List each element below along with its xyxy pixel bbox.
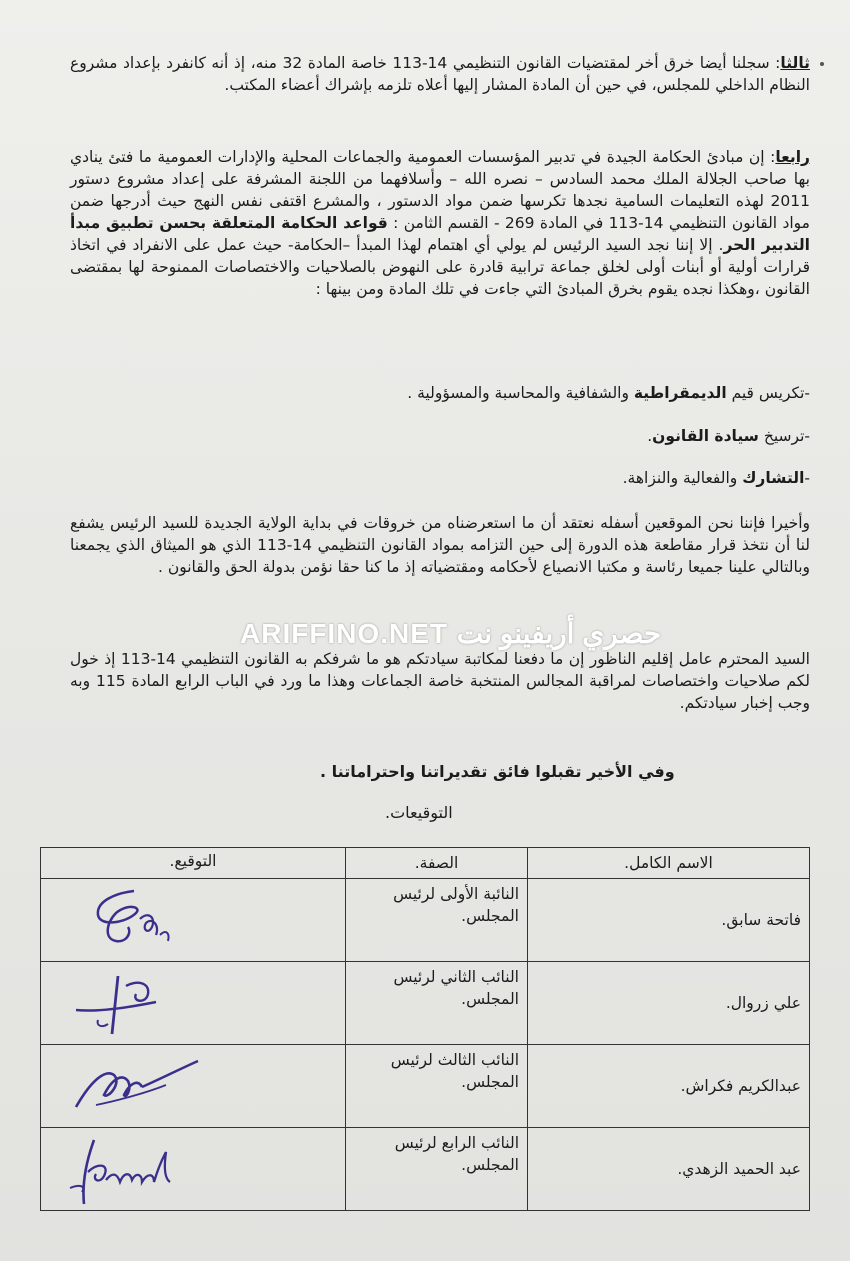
paragraph-rabiaan [70,146,810,300]
principle-prefix: -ترسيخ [758,427,810,445]
signatures-table [40,847,810,1211]
principle-bold: الديمقراطية [633,384,727,402]
principle-rest: . [647,427,653,445]
table-row [41,962,810,1045]
text-rabiaan-b: . إلا إننا نجد السيد الرئيس لم يولي أي اهتمام لهذا المبدأ –الحكامة- حيث عمل على الانفراد في اتخاذ قرارات أولية أو أبنات أولى لخلق جماعة ترابية قادرة على النهوض بالصلاحيات والاختصاصات الممنوحة لها بمقتضى القانون ،وهكذا نجده يقوم بخرق المبادئ التي جاءت في تلك المادة ومن بينها : [70,236,810,298]
text-governor: السيد المحترم عامل إقليم الناظور إن ما دفعنا لمكاتبة سيادتكم هو ما شرفكم به القانون التنظيمي 14-113 إذ خول لكم صلاحيات واختصاصات لمراقبة المجالس المنتخبة خاصة الجماعات وهذا ما ورد في الباب الرابع المادة 115 وبه وجب إخبار سيادتكم. [70,650,810,712]
member-name: علي زروال. [528,962,810,1045]
closing-line: وفي الأخير تقبلوا فائق تقديراتنا واحتراماتنا . [320,762,675,781]
table-row [41,1045,810,1128]
signature-cell [41,879,346,962]
principle-rest: والشفافية والمحاسبة والمسؤولية . [407,384,634,402]
principle-item [70,382,810,404]
principle-bold: التشارك [742,469,805,487]
principle-prefix: - [804,469,810,487]
member-role: النائبة الأولى لرئيس المجلس. [346,879,528,962]
text-rabiaan-a: : إن مبادئ الحكامة الجيدة في تدبير المؤسسات العمومية والجماعات المحلية والإدارات العمومية ما فتئ ينادي بها صاحب الجلالة الملك محمد السادس – نصره الله – وأسلافهما من اللجنة المشرفة على إعداد مشروع دستور 2011 لهذه التعليمات السامية نجدها تكرسها ضمن مواد الدستور ، والمشرع اقتفى نفس النهج حيث أدرجها ضمن مواد القانون التنظيمي 14-113 في المادة 269 - القسم الثامن : [70,148,810,232]
governance-rules-heading: قواعد الحكامة المتعلقة بحسن تطبيق مبدأ التدبير الحر [70,214,810,254]
handwritten-signature [56,1132,196,1212]
member-role: النائب الثالث لرئيس المجلس. [346,1045,528,1128]
member-name: عبدالكريم فكراش. [528,1045,810,1128]
label-rabiaan: رابعا [775,148,810,166]
member-name: عبد الحميد الزهدي. [528,1128,810,1211]
header-signature: التوقيع. [41,848,346,879]
table-row [41,1128,810,1211]
principle-rest: والفعالية والنزاهة. [622,469,743,487]
member-role: النائب الثاني لرئيس المجلس. [346,962,528,1045]
principle-item [70,425,810,447]
page-mark [820,62,824,66]
label-thalithan: ثالثا [780,54,810,72]
handwritten-signature [56,883,176,953]
signatures-title: التوقيعات. [385,803,453,822]
header-role: الصفة. [346,848,528,879]
paragraph-thalithan [70,52,810,96]
principle-prefix: -تكريس قيم [726,384,810,402]
signature-cell [41,962,346,1045]
table-row [41,879,810,962]
text-thalithan: : سجلنا أيضا خرق أخر لمقتضيات القانون التنظيمي 14-113 خاصة المادة 32 منه، إذ أنه كانفرد بإعداد مشروع النظام الداخلي للمجلس، في حين أن المادة المشار إليها أعلاه تلزمه بإشراك أعضاء المكتب. [70,54,810,94]
member-name: فاتحة سابق. [528,879,810,962]
handwritten-signature [56,1049,206,1119]
handwritten-signature [56,966,176,1041]
member-role: النائب الرابع لرئيس المجلس. [346,1128,528,1211]
table-header-row [41,848,810,879]
watermark: ARIFFINO.NET حصري أريفينو نت [240,618,662,649]
paragraph-governor [70,648,810,714]
signature-cell [41,1128,346,1211]
signature-cell [41,1045,346,1128]
header-full-name: الاسم الكامل. [528,848,810,879]
paragraph-finally: وأخيرا فإننا نحن الموقعين أسفله نعتقد أن ما استعرضناه من خروقات في بداية الولاية الجديدة للسيد الرئيس يشفع لنا أن نتخذ قرار مقاطعة هذه الدورة إلى حين التزامه بمواد القانون التنظيمي 14-113 الذي هو الميثاق الذي يجمعنا وبالتالي علينا جميعا رئاسة و مكتبا الانصياع لأحكامه ومقتضياته إذ ما كنا حقا نؤمن بدولة الحق والقانون . [70,514,810,576]
principle-bold: سيادة القانون [652,427,759,445]
principle-item [70,467,810,489]
